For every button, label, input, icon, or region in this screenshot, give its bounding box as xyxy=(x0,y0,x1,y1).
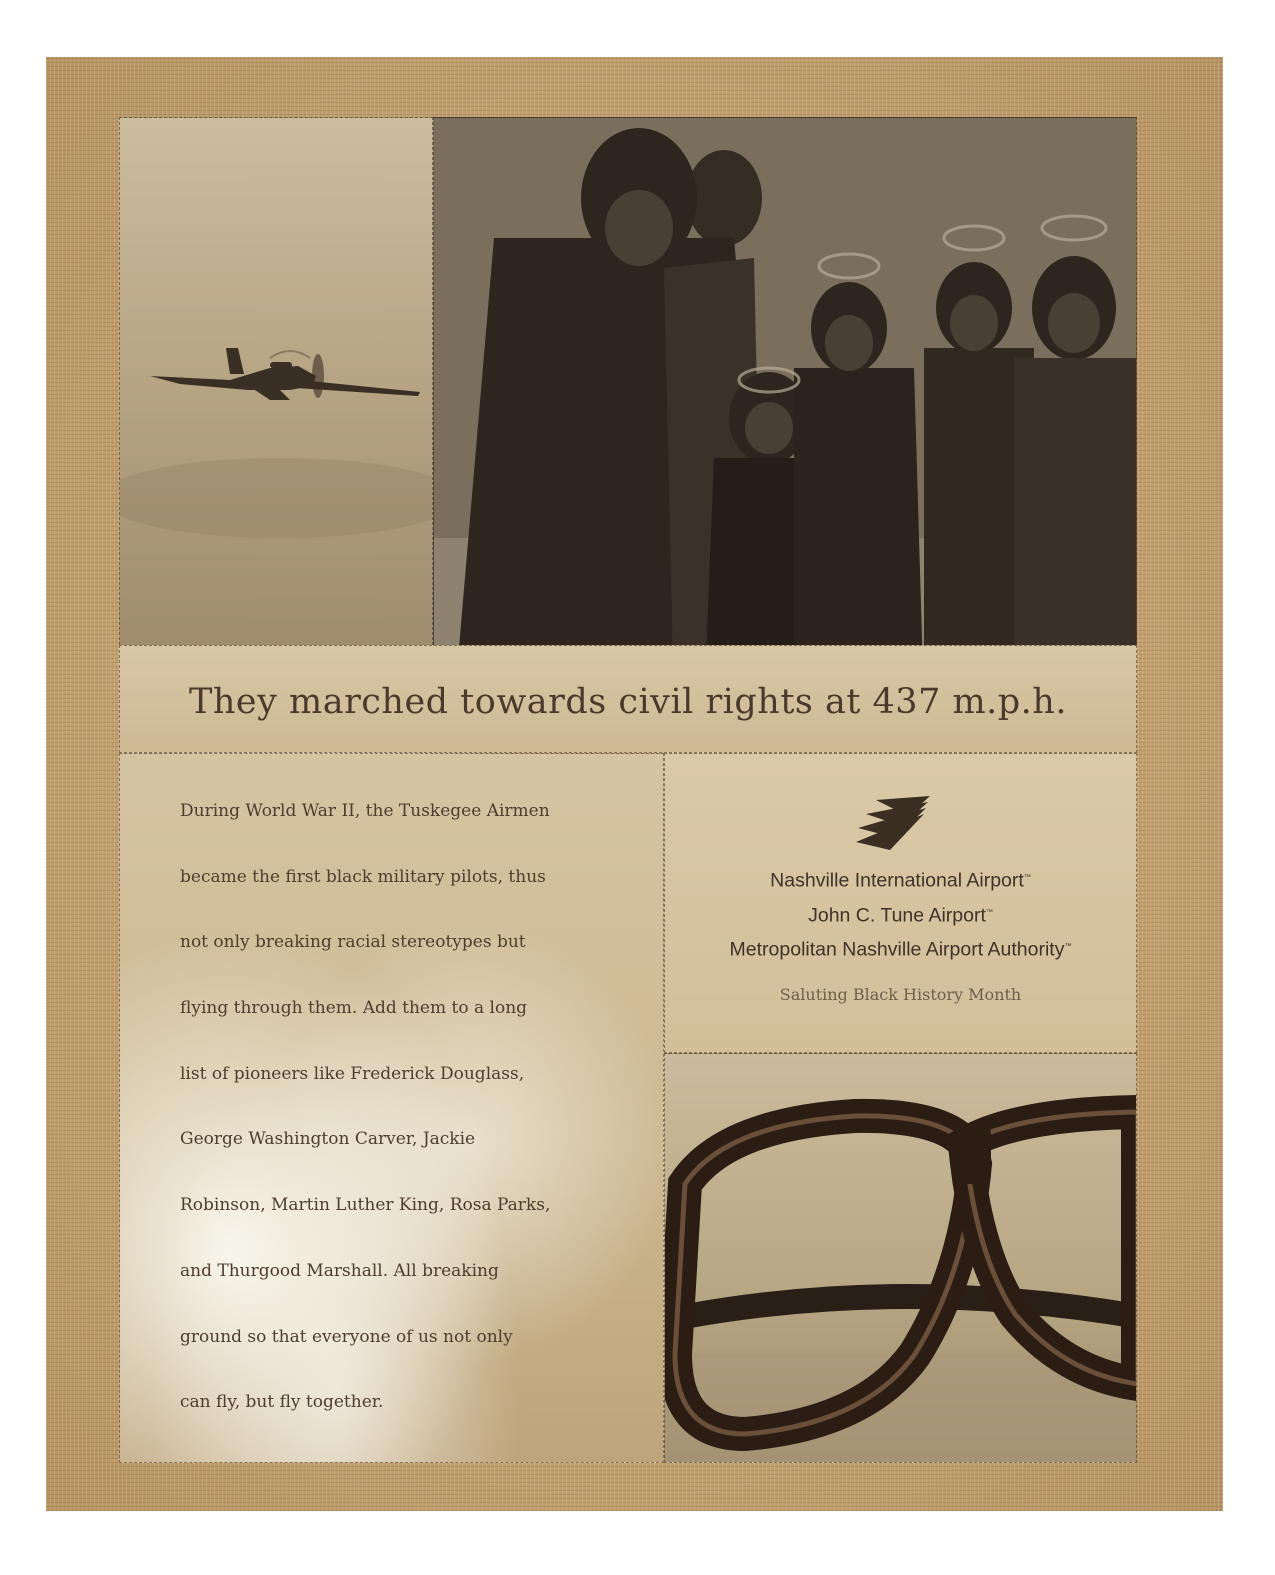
fighter-plane-illustration xyxy=(120,118,433,705)
tuskegee-airmen-photo xyxy=(433,117,1137,705)
body-line: During World War II, the Tuskegee Airmen xyxy=(180,801,550,821)
tagline: Saluting Black History Month xyxy=(779,985,1022,1004)
trademark-mark: ™ xyxy=(1064,943,1072,950)
org-line-metropolitan-authority xyxy=(665,931,1136,966)
pilots-illustration xyxy=(434,118,1137,705)
fighter-plane-photo xyxy=(119,117,433,705)
sponsor-panel xyxy=(664,753,1137,1053)
body-line: list of pioneers like Frederick Douglass, xyxy=(180,1063,525,1084)
body-line: not only breaking racial stereotypes but xyxy=(180,932,526,953)
org-line-john-c-tune xyxy=(665,897,1136,932)
burlap-background xyxy=(46,57,1223,1511)
body-line: flying through them. Add them to a long xyxy=(180,998,528,1019)
trademark-mark: ™ xyxy=(985,908,993,916)
org-name: Metropolitan Nashville Airport Authority xyxy=(729,938,1065,961)
org-name: John C. Tune Airport xyxy=(808,904,986,926)
organization-names xyxy=(665,862,1136,966)
body-line: George Washington Carver, Jackie xyxy=(180,1129,476,1150)
body-line: became the first black military pilots, thus xyxy=(180,866,546,887)
headline-band xyxy=(119,645,1137,753)
trademark-mark: ™ xyxy=(1023,874,1031,881)
org-line-nashville-international xyxy=(665,862,1136,897)
org-name: Nashville International Airport xyxy=(770,869,1024,892)
body-line: Robinson, Martin Luther King, Rosa Parks, xyxy=(180,1195,551,1216)
goggles-illustration xyxy=(665,1054,1137,1463)
airport-wing-logo-icon xyxy=(856,796,932,852)
body-line: and Thurgood Marshall. All breaking xyxy=(180,1260,499,1281)
body-copy xyxy=(180,800,640,1457)
body-line: can fly, but fly together. xyxy=(180,1392,384,1413)
body-copy-panel xyxy=(119,753,664,1463)
headline: They marched towards civil rights at 437 m.p.h. xyxy=(189,682,1067,722)
body-line: ground so that everyone of us not only xyxy=(180,1326,513,1347)
flight-goggles-photo xyxy=(664,1053,1137,1463)
